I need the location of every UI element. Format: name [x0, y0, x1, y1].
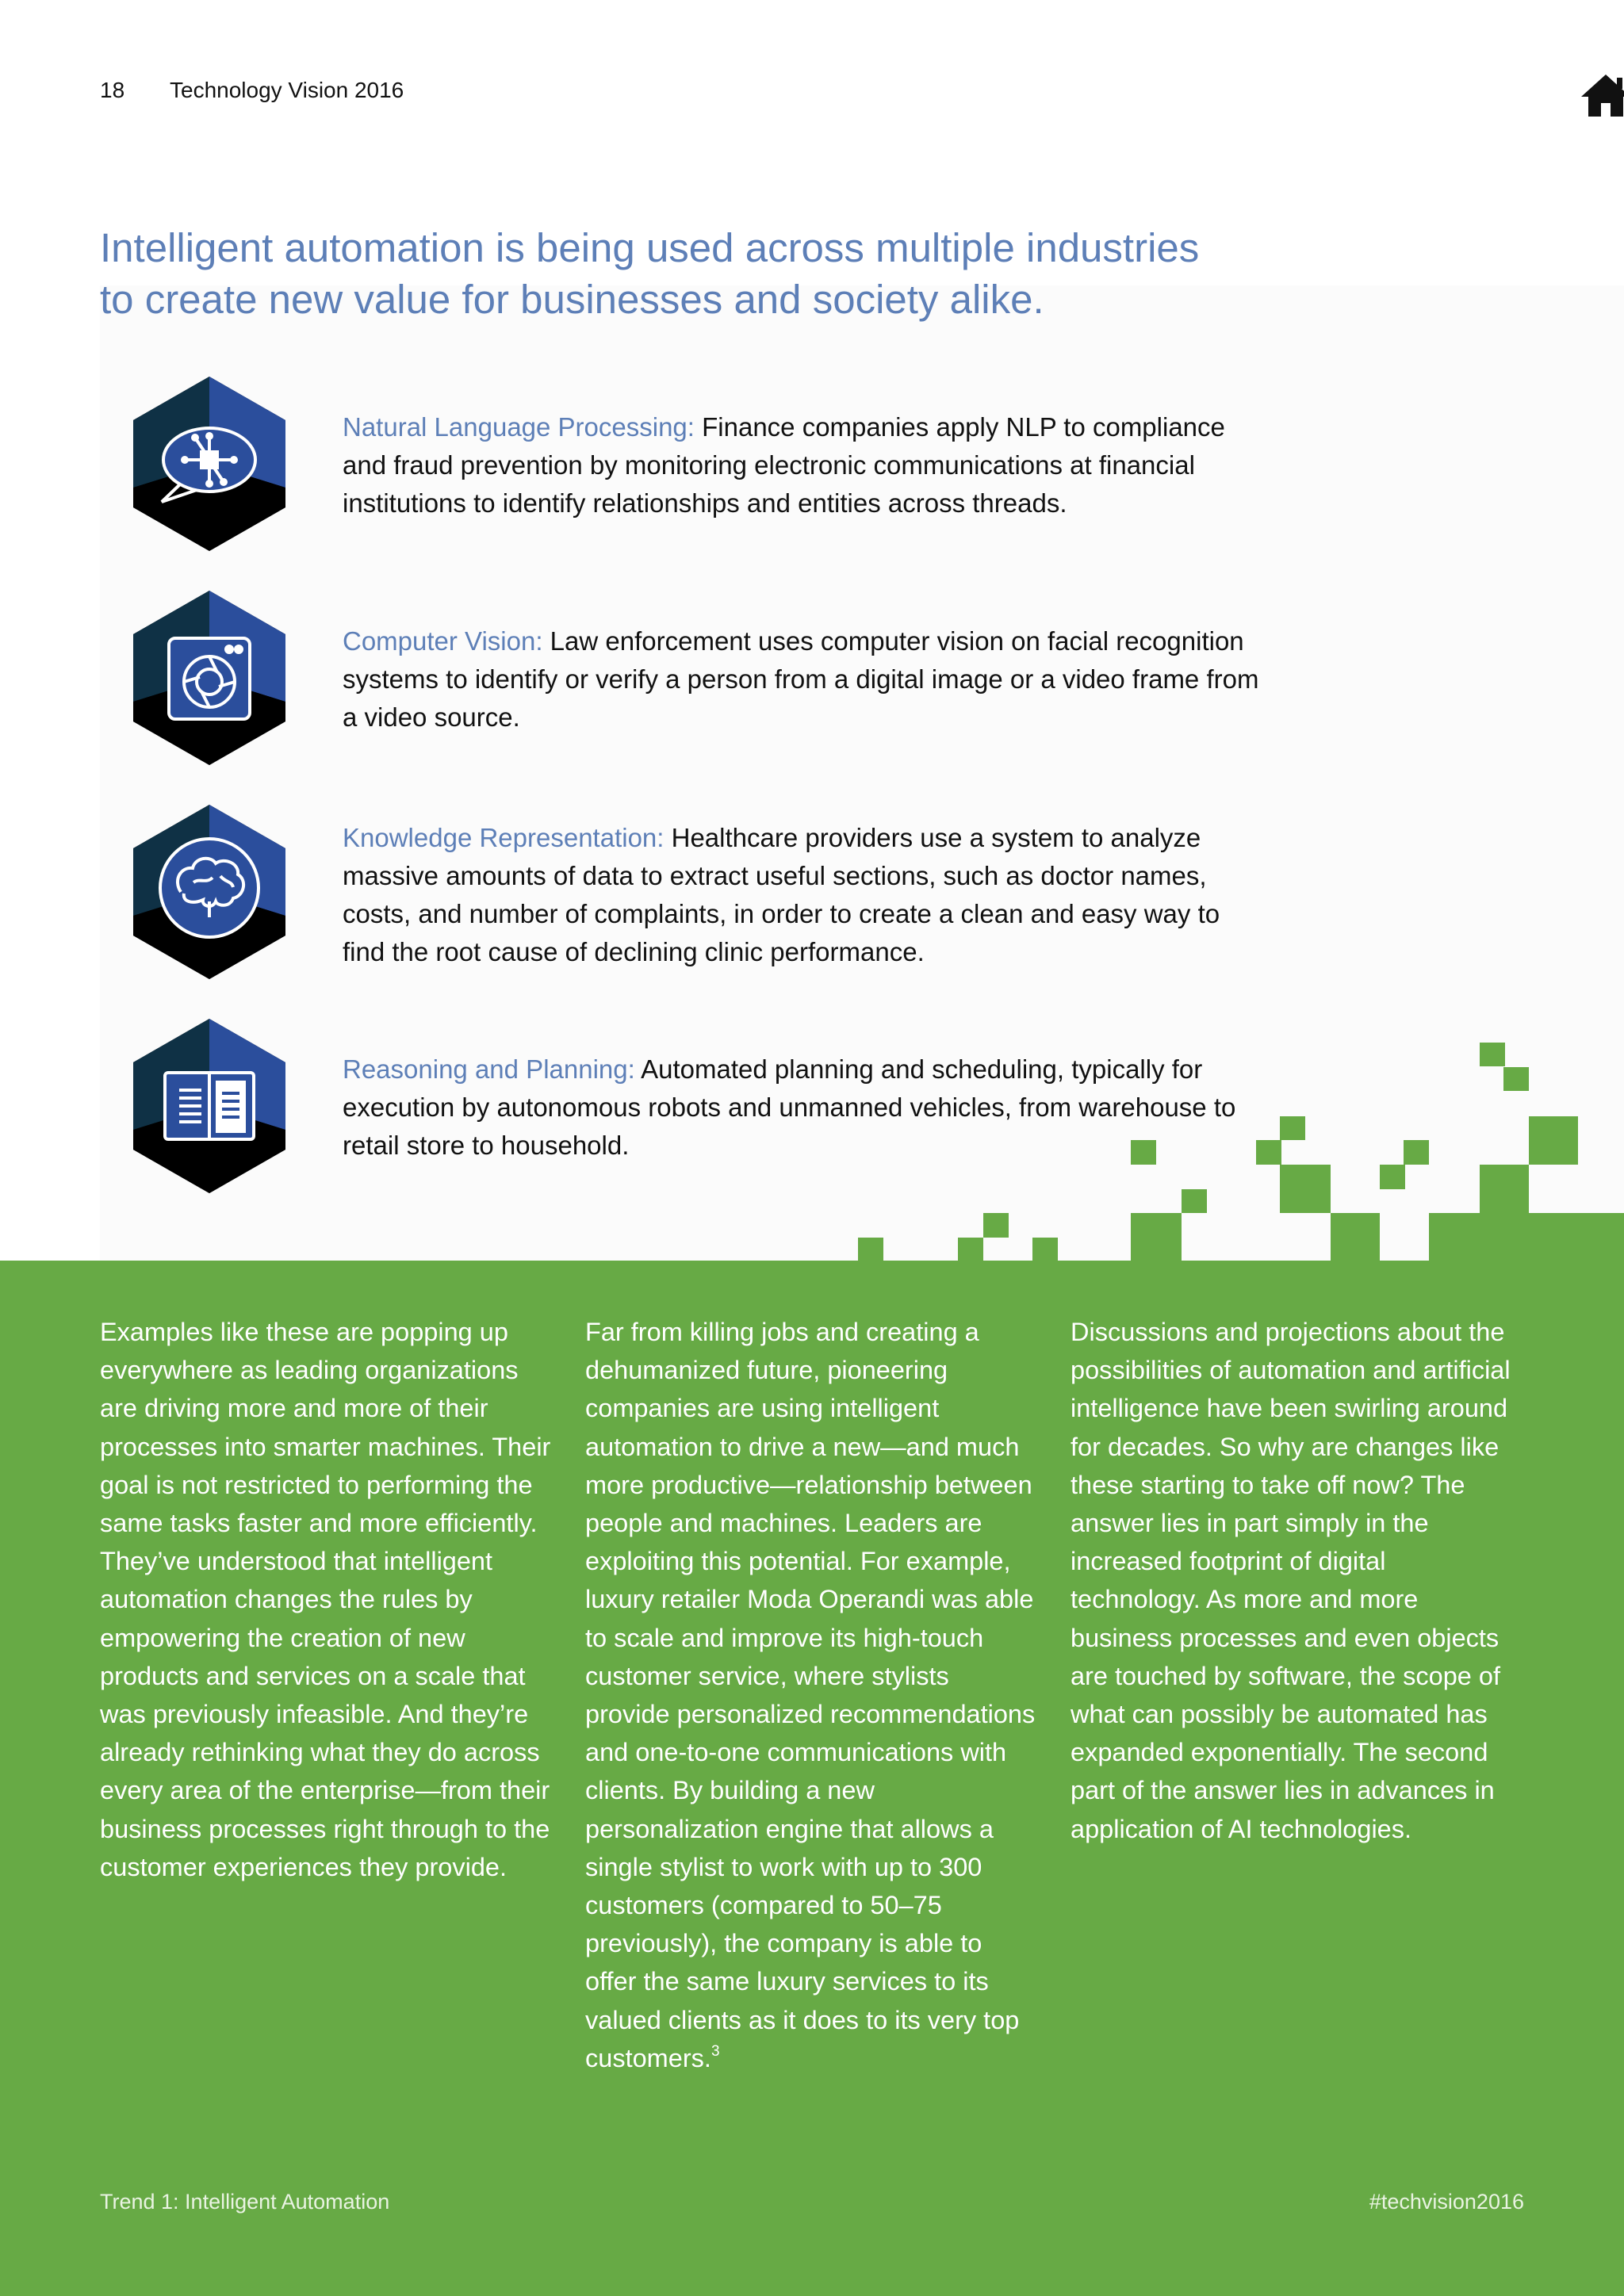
- page-number: 18: [100, 78, 125, 102]
- page-header: [100, 73, 1624, 113]
- footer-hashtag: #techvision2016: [1369, 2190, 1524, 2214]
- column-2-text: Far from killing jobs and creating a dehumanized future, pioneering companies are using intelligent automation to drive a new—and much more productive—relationship between people and machines. Leaders are exploiting this potential. For example, luxury retailer Moda Operandi was able to scale and improve its high-touch customer service, where stylists provide personalized recommendations and one-to-one communications with clients. By building a new personalization engine that allows a single stylist to work with up to 300 customers (compared to 50–75 previously), the company is able to offer the same luxury services to its valued clients as it does to its very top customers.: [585, 1318, 1036, 2072]
- item-body: Law enforcement uses computer vision on facial recognition systems to identify or verify a person from a digital image or a video frame from a video source.: [343, 626, 1259, 732]
- item-text-nlp: [343, 408, 1259, 522]
- page-headline: [100, 222, 1210, 325]
- item-term: Natural Language Processing:: [343, 412, 695, 442]
- item-term: Reasoning and Planning:: [343, 1054, 635, 1084]
- brain-icon: [133, 805, 285, 979]
- headline-line-1: Intelligent automation is being used across multiple industries: [100, 225, 1200, 270]
- book-icon: [133, 1019, 285, 1193]
- item-text-reasoning-planning: [343, 1050, 1259, 1165]
- column-2: [585, 1313, 1037, 2077]
- headline-line-2: to create new value for businesses and society alike.: [100, 277, 1044, 322]
- item-body: Finance companies apply NLP to compliance and fraud prevention by monitoring electronic communications at financial institutions to identify relationships and entities across threads.: [343, 412, 1225, 518]
- footer-section-title: Trend 1: Intelligent Automation: [100, 2190, 390, 2214]
- home-icon[interactable]: [1580, 73, 1624, 117]
- item-term: Computer Vision:: [343, 626, 543, 656]
- camera-vision-icon: [133, 591, 285, 765]
- item-text-computer-vision: [343, 622, 1259, 737]
- column-1: Examples like these are popping up everywhere as leading organizations are driving more and more of their processes into smarter machines. Their goal is not restricted to performing the same tasks faster and more efficiently. They’ve understood that intelligent automation changes the rules by empowering the creation of new products and services on a scale that was previously infeasible. And they’re already rethinking what they do across every area of the enterprise—from their business processes right through to the customer experiences they provide.: [100, 1318, 551, 1881]
- chat-chip-icon: [133, 377, 285, 551]
- column-3: Discussions and projections about the possibilities of automation and artificial intelligence have been swirling around for decades. So why are changes like these starting to take off now? The answer lies in part simply in the increased footprint of digital technology. As more and more business processes and even objects are touched by software, the scope of what can possibly be automated has expanded exponentially. The second part of the answer lies in advances in application of AI technologies.: [1071, 1318, 1511, 1843]
- item-text-knowledge-representation: [343, 819, 1259, 971]
- item-body: Automated planning and scheduling, typically for execution by autonomous robots and unmanned vehicles, from warehouse to retail store to household.: [343, 1054, 1236, 1160]
- footnote-marker: 3: [710, 2042, 720, 2060]
- item-term: Knowledge Representation:: [343, 823, 665, 852]
- item-body: Healthcare providers use a system to analyze massive amounts of data to extract useful sections, such as doctor names, costs, and number of complaints, in order to create a clean and easy way to find the root cause of declining clinic performance.: [343, 823, 1220, 966]
- document-title: Technology Vision 2016: [170, 78, 404, 102]
